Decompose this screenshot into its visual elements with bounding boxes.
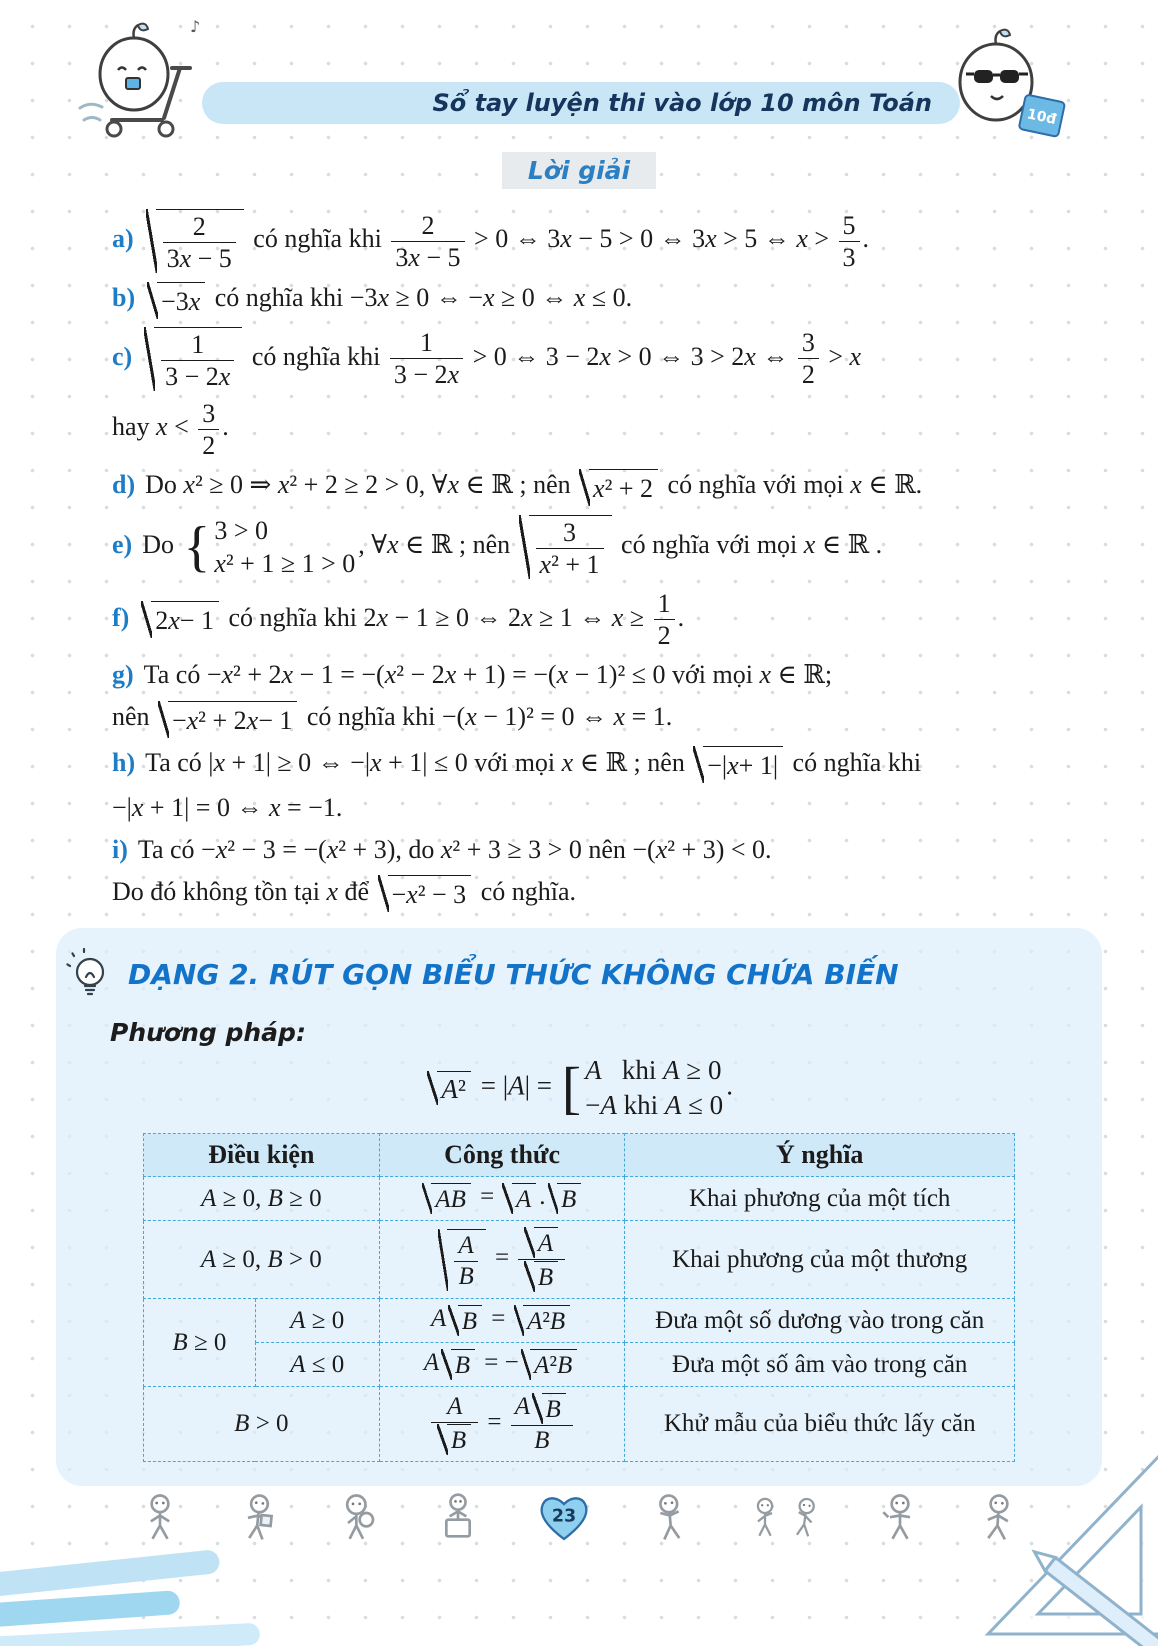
brush-stroke-decoration xyxy=(0,1590,181,1630)
book-title: Sổ tay luyện thi vào lớp 10 môn Toán xyxy=(432,89,932,117)
table-row xyxy=(144,1221,1015,1299)
ruler-pencil-decoration xyxy=(933,1429,1158,1646)
solution-line-d xyxy=(112,468,1048,505)
page-number: 23 xyxy=(551,1506,577,1527)
solution-line-b xyxy=(112,281,1048,318)
cell-condition: A ≥ 0, B > 0 xyxy=(144,1221,380,1299)
item-content: 2 x − 1 có nghĩa khi 2x − 1 ≥ 0 ⇔ 2x ≥ 1 ⇔ x ≥ $\frac{1}{2}$ . xyxy=(139,603,684,632)
col-header-condition: Điều kiện xyxy=(144,1134,380,1177)
cell-formula: A B = A ² B xyxy=(379,1299,625,1343)
item-content: Ta có −x² + 2x − 1 = −(x² − 2x + 1) = −(x − 1)² ≤ 0 với mọi x ∈ ℝ; xyxy=(143,660,833,690)
badge-10d-label: 10đ xyxy=(1025,106,1058,129)
brush-stroke-decoration xyxy=(0,1549,221,1599)
footer-doodle-icon xyxy=(880,1493,920,1543)
cell-condition-right: A ≤ 0 xyxy=(255,1343,379,1387)
page-header xyxy=(0,0,1158,148)
sunglasses-character-icon xyxy=(944,20,1074,150)
footer-doodle-pair-icon xyxy=(748,1493,822,1543)
item-label: c) xyxy=(112,341,133,371)
cell-formula: A B = $\frac{A}{B}$ xyxy=(379,1221,625,1299)
book-title-banner xyxy=(202,82,960,124)
footer-doodle-icon xyxy=(438,1493,478,1543)
rules-table xyxy=(143,1133,1015,1462)
cell-meaning: Đưa một số dương vào trong căn xyxy=(625,1299,1015,1343)
item-label: e) xyxy=(112,530,133,560)
solution-line-h xyxy=(112,746,1048,783)
cell-condition: B > 0 xyxy=(144,1387,380,1462)
item-label: i) xyxy=(112,834,128,864)
solution-line-h-cont xyxy=(112,791,1048,825)
svg-text:♪: ♪ xyxy=(190,17,201,36)
item-content: 2 3x − 5 có nghĩa khi $\frac{2}{3x - 5}$ > 0 ⇔ 3x − 5 > 0 ⇔ 3x > 5 ⇔ x > $\frac{5}{3}$ . xyxy=(144,224,869,253)
item-content: Ta có |x + 1| ≥ 0 ⇔ −|x + 1| ≤ 0 với mọi x ∈ ℝ ; nên −| x + 1| có nghĩa khi xyxy=(145,748,921,777)
item-content: −|x + 1| = 0 ⇔ x = −1. xyxy=(112,792,343,822)
cell-meaning: Khử mẫu của biểu thức lấy căn xyxy=(625,1387,1015,1462)
brush-stroke-decoration xyxy=(0,1623,260,1646)
item-label: a) xyxy=(112,224,134,254)
solution-line-c-cont xyxy=(112,399,1048,460)
footer-doodle-icon xyxy=(648,1491,692,1544)
item-label: d) xyxy=(112,470,136,500)
solution-line-g-cont xyxy=(112,700,1048,737)
item-label: f) xyxy=(112,602,130,632)
col-header-meaning: Ý nghĩa xyxy=(625,1134,1015,1177)
table-row xyxy=(144,1177,1015,1221)
item-content: Ta có −x² − 3 = −(x² + 3), do x² + 3 ≥ 3 > 0 nên −(x² + 3) < 0. xyxy=(137,834,772,864)
item-label: b) xyxy=(112,283,136,313)
section-title-row xyxy=(86,946,1072,1004)
cell-formula: $\frac{A}{B}$ = A B B xyxy=(379,1387,625,1462)
cell-formula: AB = A . B xyxy=(379,1177,625,1221)
method-label: Phương pháp: xyxy=(110,1017,306,1047)
solution-line-i xyxy=(112,833,1048,867)
item-label: h) xyxy=(112,747,136,777)
solution-line-e xyxy=(112,514,1048,582)
solution-list xyxy=(0,197,1158,912)
page-number-badge xyxy=(536,1492,592,1544)
section-panel-dang2 xyxy=(56,928,1102,1486)
cell-meaning: Khai phương của một tích xyxy=(625,1177,1015,1221)
table-row xyxy=(144,1343,1015,1387)
cell-meaning: Khai phương của một thương xyxy=(625,1221,1015,1299)
solution-line-i-cont xyxy=(112,875,1048,912)
method-formula: A ² = |A| = [ A khi A ≥ 0 −A khi A ≤ 0 . xyxy=(86,1053,1072,1123)
cell-formula: A B = − A ² B xyxy=(379,1343,625,1387)
page-footer xyxy=(140,1492,1018,1544)
item-content: hay x < $\frac{3}{2}$ . xyxy=(112,398,229,460)
col-header-formula: Công thức xyxy=(379,1134,625,1177)
scooter-character-icon xyxy=(74,12,214,142)
footer-doodle-icon xyxy=(140,1493,180,1543)
table-header-row xyxy=(144,1134,1015,1177)
item-label: g) xyxy=(112,660,134,690)
cell-condition-right: A ≥ 0 xyxy=(255,1299,379,1343)
solution-heading: Lời giải xyxy=(527,156,631,185)
solution-line-f xyxy=(112,589,1048,650)
table-row xyxy=(144,1299,1015,1343)
section-title: DẠNG 2. RÚT GỌN BIỂU THỨC KHÔNG CHỨA BIẾN xyxy=(128,958,899,992)
solution-heading-box xyxy=(502,152,656,189)
item-content: −3 x có nghĩa khi −3x ≥ 0 ⇔ −x ≥ 0 ⇔ x ≤ 0. xyxy=(145,283,632,312)
table-row xyxy=(144,1387,1015,1462)
item-content: Do { 3 > 0 x² + 1 ≥ 1 > 0 , ∀x ∈ ℝ ; nên 3 x² + 1 có nghĩa với mọi x ∈ ℝ . xyxy=(142,515,883,580)
cell-condition-left: B ≥ 0 xyxy=(144,1299,256,1387)
footer-doodle-icon xyxy=(235,1491,280,1545)
solution-line-c xyxy=(112,327,1048,391)
solution-line-a xyxy=(112,209,1048,273)
footer-doodle-icon xyxy=(336,1493,380,1543)
item-content: 1 3 − 2x có nghĩa khi $\frac{1}{3 - 2x}$ > 0 ⇔ 3 − 2x > 0 ⇔ 3 > 2x ⇔ $\frac{3}{2}$ > x xyxy=(142,342,861,371)
lightbulb-icon xyxy=(62,946,116,1004)
cell-condition: A ≥ 0, B ≥ 0 xyxy=(144,1177,380,1221)
item-content: Do đó không tồn tại x để − x ² − 3 có nghĩa. xyxy=(112,877,576,906)
item-content: nên − x ² + 2 x − 1 có nghĩa khi −(x − 1)² = 0 ⇔ x = 1. xyxy=(112,702,672,731)
solution-line-g xyxy=(112,658,1048,692)
item-content: Do x² ≥ 0 ⇒ x² + 2 ≥ 2 > 0, ∀x ∈ ℝ ; nên x ² + 2 có nghĩa với mọi x ∈ ℝ. xyxy=(145,470,922,499)
cell-meaning: Đưa một số âm vào trong căn xyxy=(625,1343,1015,1387)
